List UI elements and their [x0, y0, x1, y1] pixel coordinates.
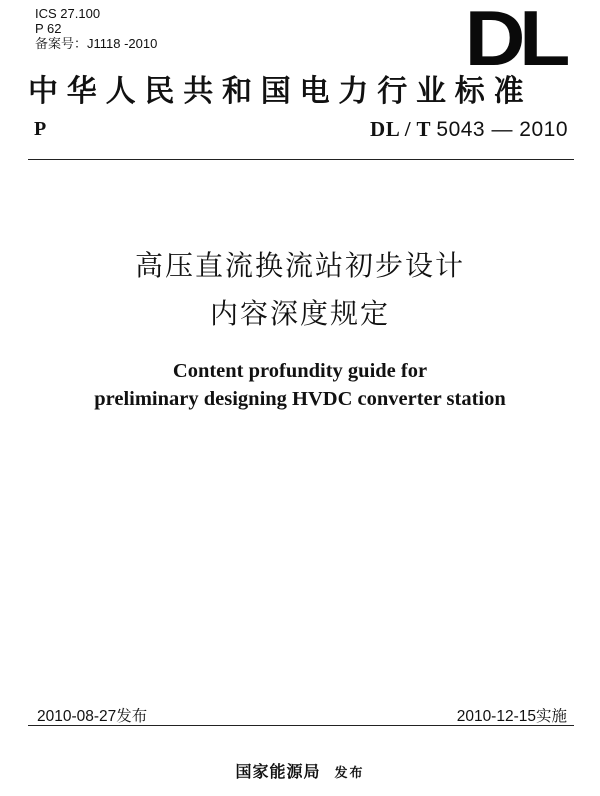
- record-number: 备案号：J1118 -2010: [35, 36, 158, 51]
- classification-codes: [35, 6, 157, 51]
- publisher: [0, 759, 600, 782]
- publisher-name: 国家能源局: [235, 762, 321, 781]
- dl-logo: DL: [464, 0, 564, 82]
- classification-letter: P: [34, 118, 47, 140]
- title-en-line2: preliminary designing HVDC converter station: [94, 388, 506, 410]
- standard-year-number: 5043 — 2010: [436, 118, 568, 141]
- title-cn-line2: 内容深度规定: [209, 297, 390, 330]
- publisher-action: 发布: [334, 766, 365, 781]
- ics-code: ICS 27.100: [35, 6, 101, 21]
- industry-standard-heading: 中华人民共和国电力行业标准: [28, 74, 533, 109]
- top-divider: [28, 159, 574, 160]
- title-cn-line1: 高压直流换流站初步设计: [134, 249, 465, 282]
- title-en-line1: Content profundity guide for: [172, 360, 428, 382]
- standard-number: [370, 117, 568, 142]
- standard-prefix: DL / T: [370, 117, 431, 141]
- effective-date: 2010-12-15实施: [456, 708, 567, 725]
- issue-date: 2010-08-27发布: [37, 708, 148, 725]
- p-class-code: P 62: [35, 21, 62, 36]
- bottom-divider: [28, 725, 574, 726]
